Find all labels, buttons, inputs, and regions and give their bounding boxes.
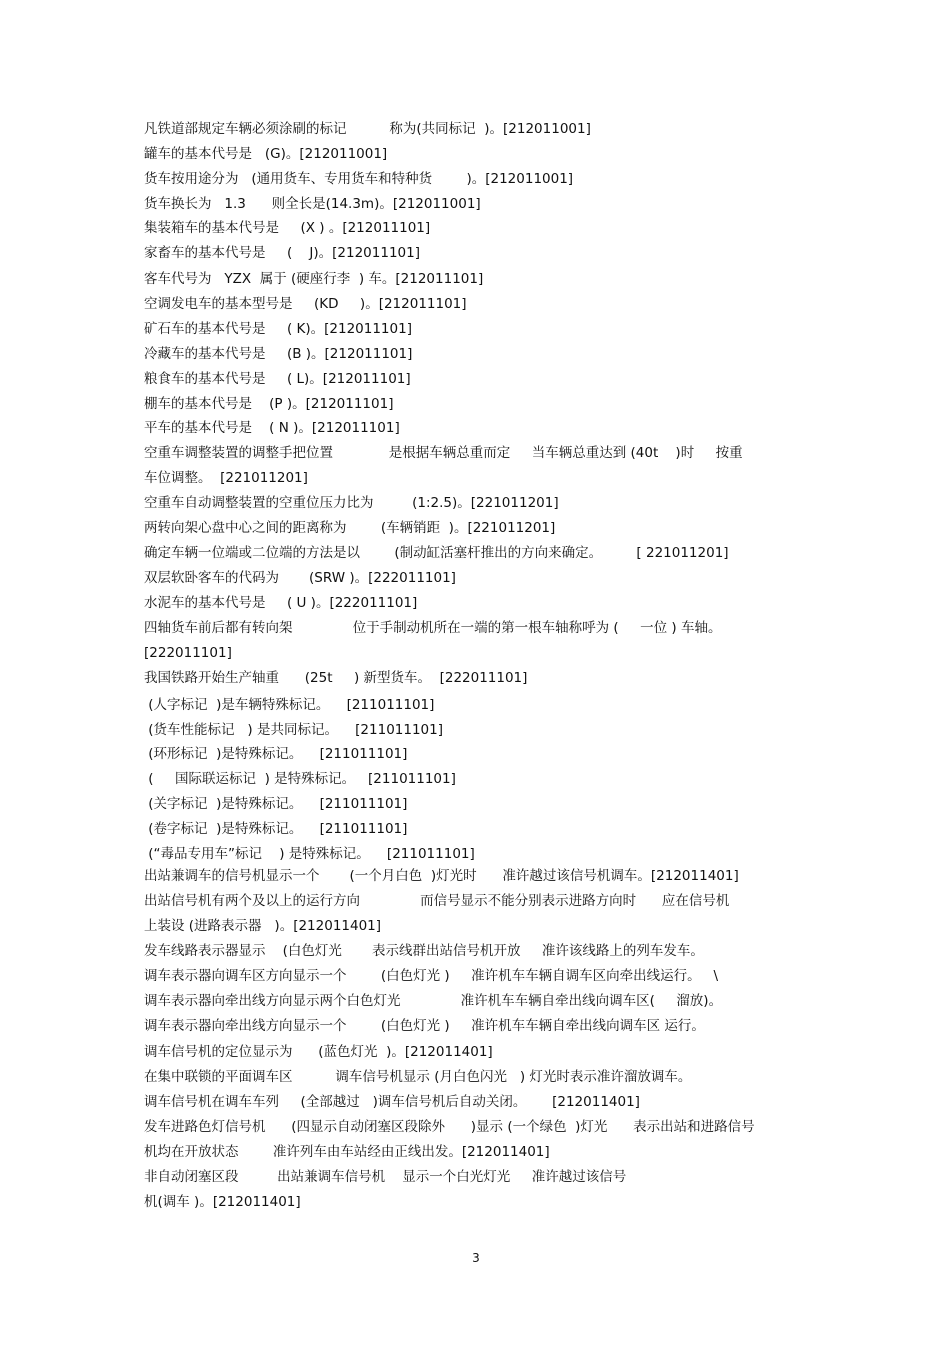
text-line: 凡铁道部规定车辆必须涂刷的标记 称为(共同标记 )。[212011001] xyxy=(144,121,591,137)
text-line: 调车信号机的定位显示为 (蓝色灯光 )。[212011401] xyxy=(144,1044,493,1060)
text-line: [222011101] xyxy=(144,645,232,661)
page-number: 3 xyxy=(472,1251,480,1265)
text-line: 非自动闭塞区段 出站兼调车信号机 显示一个白光灯光 准许越过该信号 xyxy=(144,1169,627,1185)
text-line: ( 国际联运标记 ) 是特殊标记。 [211011101] xyxy=(144,771,456,787)
text-line: 空重车自动调整装置的空重位压力比为 (1:2.5)。[221011201] xyxy=(144,495,559,511)
text-line: 集装箱车的基本代号是 (X ) 。[212011101] xyxy=(144,220,431,236)
text-line: 上装设 (进路表示器 )。[212011401] xyxy=(144,918,382,934)
text-line: 粮食车的基本代号是 ( L)。[212011101] xyxy=(144,371,411,387)
text-line: (环形标记 )是特殊标记。 [211011101] xyxy=(144,746,408,762)
text-line: 出站兼调车的信号机显示一个 (一个月白色 )灯光时 准许越过该信号机调车。[212011401] xyxy=(144,868,739,884)
text-line: (人字标记 )是车辆特殊标记。 [211011101] xyxy=(144,697,435,713)
text-line: 家畜车的基本代号是 ( J)。[212011101] xyxy=(144,245,420,261)
text-line: 发车线路表示器显示 (白色灯光 表示线群出站信号机开放 准许该线路上的列车发车。 xyxy=(144,943,704,959)
text-line: 货车换长为 1.3 则全长是(14.3m)。[212011001] xyxy=(144,196,481,212)
text-line: 客车代号为 YZX 属于 (硬座行李 ) 车。[212011101] xyxy=(144,271,484,287)
text-line: 车位调整。 [221011201] xyxy=(144,470,308,486)
text-line: 调车表示器向调车区方向显示一个 (白色灯光 ) 准许机车车辆自调车区向牵出线运行。 \ xyxy=(144,968,719,984)
text-line: 空重车调整装置的调整手把位置 是根据车辆总重而定 当车辆总重达到 (40t )时 按重 xyxy=(144,445,743,461)
text-line: 两转向架心盘中心之间的距离称为 (车辆销距 )。[221011201] xyxy=(144,520,556,536)
text-line: 棚车的基本代号是 (P )。[212011101] xyxy=(144,396,394,412)
text-line: 机均在开放状态 准许列车由车站经由正线出发。[212011401] xyxy=(144,1144,550,1160)
text-line: 调车信号机在调车车列 (全部越过 )调车信号机后自动关闭。 [212011401] xyxy=(144,1094,640,1110)
text-line: 货车按用途分为 (通用货车、专用货车和特种货 )。[212011001] xyxy=(144,171,574,187)
text-line: 空调发电车的基本型号是 (KD )。[212011101] xyxy=(144,296,467,312)
text-line: 四轴货车前后都有转向架 位于手制动机所在一端的第一根车轴称呼为 ( 一位 ) 车轴。 xyxy=(144,620,722,636)
text-line: 冷藏车的基本代号是 (B )。[212011101] xyxy=(144,346,413,362)
text-line: (“毒品专用车”标记 ) 是特殊标记。 [211011101] xyxy=(144,846,475,862)
text-line: 在集中联锁的平面调车区 调车信号机显示 (月白色闪光 ) 灯光时表示准许溜放调车。 xyxy=(144,1069,692,1085)
text-line: 水泥车的基本代号是 ( U )。[222011101] xyxy=(144,595,418,611)
text-line: 调车表示器向牵出线方向显示一个 (白色灯光 ) 准许机车车辆自牵出线向调车区 运行。 xyxy=(144,1018,705,1034)
text-line: 矿石车的基本代号是 ( K)。[212011101] xyxy=(144,321,412,337)
text-line: 调车表示器向牵出线方向显示两个白色灯光 准许机车车辆自牵出线向调车区( 溜放)。 xyxy=(144,993,723,1009)
text-line: 我国铁路开始生产轴重 (25t ) 新型货车。 [222011101] xyxy=(144,670,528,686)
text-line: 出站信号机有两个及以上的运行方向 而信号显示不能分别表示进路方向时 应在信号机 xyxy=(144,893,730,909)
text-line: (关字标记 )是特殊标记。 [211011101] xyxy=(144,796,408,812)
text-line: 平车的基本代号是 ( N )。[212011101] xyxy=(144,420,400,436)
text-line: 罐车的基本代号是 (G)。[212011001] xyxy=(144,146,388,162)
text-line: 机(调车 )。[212011401] xyxy=(144,1194,301,1210)
text-line: 双层软卧客车的代码为 (SRW )。[222011101] xyxy=(144,570,456,586)
text-line: (货车性能标记 ) 是共同标记。 [211011101] xyxy=(144,722,443,738)
text-line: (卷字标记 )是特殊标记。 [211011101] xyxy=(144,821,408,837)
text-line: 确定车辆一位端或二位端的方法是以 (制动缸活塞杆推出的方向来确定。 [ 221011201] xyxy=(144,545,729,561)
text-line: 发车进路色灯信号机 (四显示自动闭塞区段除外 )显示 (一个绿色 )灯光 表示出站和进路信号 xyxy=(144,1119,755,1135)
